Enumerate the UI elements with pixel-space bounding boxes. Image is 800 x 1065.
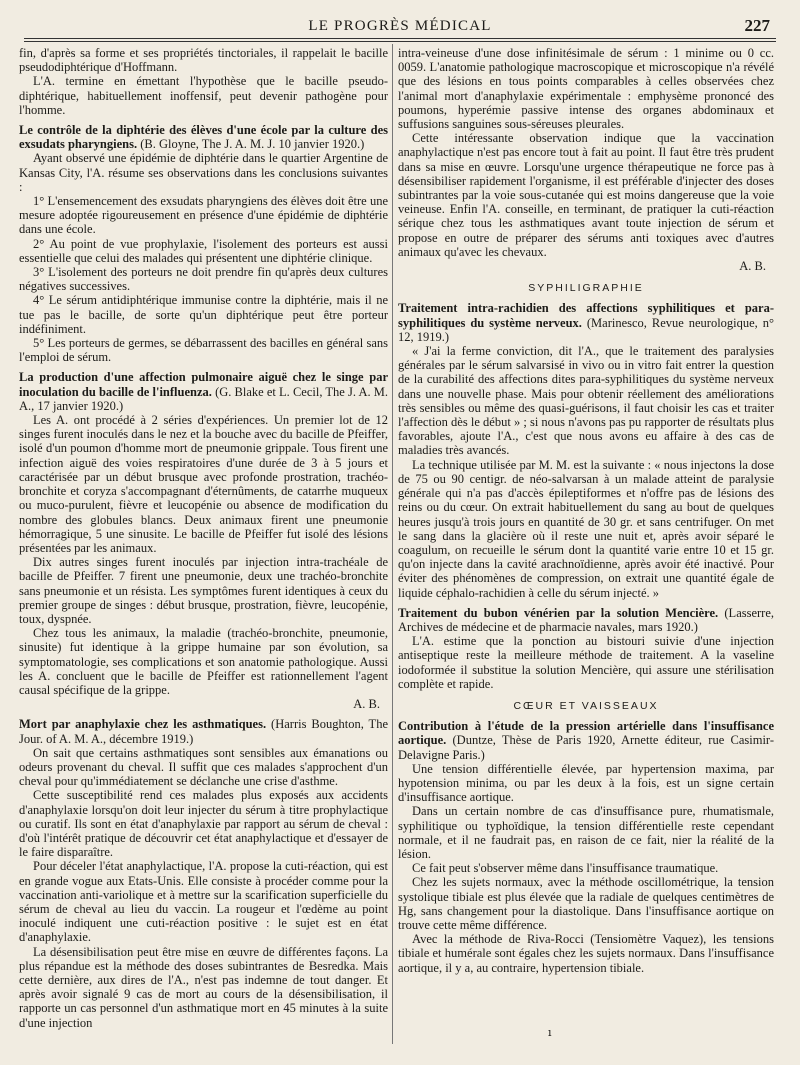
paragraph: 4° Le sérum antidiphtérique immunise contre la diphtérie, mais il ne tue pas le bacille, de sorte qu'un diphtérique peut être porteur indéfiniment.	[19, 293, 388, 336]
article-heading	[19, 370, 388, 413]
paragraph: Dix autres singes furent inoculés par injection intra-trachéale de bacille de Pfeiffer. 7 firent une pneumonie, deux une trachéo-bronchite sans pneumonie et un résista. Les symptômes furent identiques à ceux du premier groupe de singes : début brusque, prostration, fièvre, leucopénie, toux, dyspnée.	[19, 555, 388, 626]
paragraph: Dans un certain nombre de cas d'insuffisance pure, rhumatismale, syphilitique ou typhoïdique, la tension différentielle reste cependant normale, et il ne faudrait pas, en raison de ce fait, nier la réalité de la lésion.	[398, 804, 774, 861]
left-column	[19, 46, 388, 1051]
article-heading	[398, 719, 774, 762]
journal-title: LE PROGRÈS MÉDICAL	[308, 18, 492, 34]
header-rule	[24, 38, 776, 42]
paragraph: La désensibilisation peut être mise en œuvre de différentes façons. La plus répandue est la méthode des doses subintrantes de Besredka. Mais cette dernière, aux dires de l'A., n'est pas indemne de tout danger. Et après avoir signalé 9 cas de mort au cours de la désensibilisation, il rapporte un cas personnel d'un asthmatique mort en 45 minutes à la suite d'une injection	[19, 944, 388, 1030]
paragraph: 5° Les porteurs de germes, se débarrassent des bacilles en général sans l'emploi de sérum.	[19, 336, 388, 365]
paragraph: « J'ai la ferme conviction, dit l'A., que le traitement des paralysies générales par le sérum salvarsisé in vivo ou in vitro fait entrer la question de la curabilité des affections dites para-syphilitiques du système nerveux dans une nouvelle phase. Mais pour obtenir réellement des améliorations très sensibles ou même des quasi-guérisons, il faut choisir les cas et traiter l'affection dès le début » ; si nous n'avons pas pu rapporter de résultats plus favorables, ajoute l'A., c'est que nous avons eu affaire à des cas de maladies très avancés.	[398, 344, 774, 458]
page-number: 227	[744, 16, 770, 35]
footer-mark: ı	[548, 1026, 552, 1039]
article-source: (Duntze, Thèse de Paris 1920, Arnette éditeur, rue Casimir-Delavigne Paris.)	[398, 733, 774, 762]
paragraph: L'A. estime que la ponction au bistouri suivie d'une injection antiseptique reste la meilleure méthode de traitement. A la vaseline iodoformée il substitue la solution Mencière, qui assure une stérilisation complète et rapide.	[398, 634, 774, 691]
author-initials: A. B.	[739, 259, 766, 274]
column-divider	[392, 44, 393, 1044]
paragraph: La technique utilisée par M. M. est la suivante : « nous injectons la dose de 75 ou 90 centigr. de néo-salvarsan à un malade atteint de paralysie générale qui n'a pas d'accès épileptiformes et n'offre pas de lésions des reins ou du cœur. On extrait habituellement du sang au bout de quelques heures jusqu'à trois jours en quantité de 30 gr. et sans centrifuger. On met le sang dans la glacière où il reste une nuit et, après avoir séparé le coagulum, on recueille le sérum dont la quantité varie entre 10 et 15 gr. qu'on injecte dans la cavité arachnoïdienne, après avoir été inactivé. Pour éviter des phénomènes de compression, on extrait une quantité égale de liquide céphalo-rachidien à celle du sérum injecté. »	[398, 457, 774, 600]
article-source: (B. Gloyne, The J. A. M. J. 10 janvier 1920.)	[140, 137, 365, 152]
article-source: (Lasserre, Archives de médecine et de pharmacie navales, mars 1920.)	[398, 605, 774, 634]
right-column	[398, 46, 774, 1051]
article-title: Traitement intra-rachidien des affections syphilitiques et para-syphilitiques du système nerveux.	[398, 301, 774, 330]
paragraph: fin, d'après sa forme et ses propriétés tinctoriales, il rappelait le bacille pseudodiphtérique d'Hoffmann.	[19, 46, 388, 75]
article-source: (Harris Boughton, The Jour. of A. M. A., décembre 1919.)	[19, 717, 388, 746]
paragraph: 2° Au point de vue prophylaxie, l'isolement des porteurs est aussi essentielle que celui des malades qui présentent une diphtérie clinique.	[19, 236, 388, 265]
paragraph: Chez tous les animaux, la maladie (trachéo-bronchite, pneumonie, sinusite) fut identique à la grippe humaine par son évolution, sa symptomatologie, ses complications et son anatomie pathologique. Aussi les A. concluent que le bacille de Pfeiffer est rationnellement l'agent causal spécifique de la grippe.	[19, 626, 388, 697]
paragraph: 3° L'isolement des porteurs ne doit prendre fin qu'après deux cultures négatives successives.	[19, 265, 388, 294]
article-title: Contribution à l'étude de la pression artérielle dans l'insuffisance aortique.	[398, 719, 774, 748]
paragraph: Pour déceler l'état anaphylactique, l'A. propose la cuti-réaction, qui est en grande vogue aux Etats-Unis. Elle consiste à procéder comme pour la vaccination anti-variolique et à mettre sur la scarification superficielle du sérum de cheval au lieu du vaccin. La rougeur et l'œdème au point inoculé indiquent une cuti-réaction positive : le sujet est en état d'anaphylaxie.	[19, 859, 388, 945]
page-header	[0, 14, 800, 38]
article-title: Mort par anaphylaxie chez les asthmatiques.	[19, 717, 267, 732]
paragraph: Une tension différentielle élevée, par hypertension maxima, par hypotension minima, ou par les deux à la fois, est un signe certain d'insuffisance aortique.	[398, 761, 774, 805]
article-source: (Marinesco, Revue neurologique, n° 12, 1919.)	[398, 315, 774, 344]
article-title: Traitement du bubon vénérien par la solution Mencière.	[398, 605, 719, 620]
author-initials: A. B.	[353, 697, 380, 712]
paragraph: Ce fait peut s'observer même dans l'insuffisance traumatique.	[412, 861, 719, 876]
article-heading	[398, 606, 774, 634]
article-title: La production d'une affection pulmonaire aiguë chez le singe par inoculation du bacille de l'influenza.	[19, 370, 388, 399]
article-heading	[398, 301, 774, 344]
article-heading	[19, 717, 388, 745]
paragraph: Cette intéressante observation indique que la vaccination anaphylactique n'est pas encore tout à fait au point. Il faut être très prudent dans sa mise en œuvre. Lorsqu'une urgence thérapeutique ne force pas à désensibiliser rapidement l'organisme, il est préférable d'injecter des doses subintrantes par la voie sous-cutanée qui est moins dangereuse que la voie veineuse. Enfin l'A. conseille, en terminant, de pratiquer la cuti-réaction sérique chez tous les asthmatiques avant toute injection de sérum et propose en outre de préparer des sérums anti toxiques avec d'autres animaux qu'avec les chevaux.	[398, 131, 774, 259]
section-heading: CŒUR ET VAISSEAUX	[513, 699, 659, 712]
article-heading	[19, 123, 388, 151]
article-title: Le contrôle de la diphtérie des élèves d'une école par la culture des exsudats pharyngiens.	[19, 123, 388, 152]
paragraph: intra-veineuse d'une dose infinitésimale de sérum : 1 minime ou 0 cc. 0059. L'anatomie pathologique macroscopique et microscopique n'a révélé que des lésions en tous points comparables à celles observées chez l'animal mort d'anaphylaxie expérimentale : emphysème prononcé des poumons, hyperémie passive intense des organes abdominaux et suffusions sanguines sous-séreuses pleurales.	[398, 46, 774, 132]
paragraph: 1° L'ensemencement des exsudats pharyngiens des élèves doit être une mesure adoptée rigoureusement en présence d'une épidémie de diphtérie dans une école.	[19, 194, 388, 237]
paragraph: Chez les sujets normaux, avec la méthode oscillométrique, la tension systolique tibiale est plus élevée que la radiale de quelques centimètres de Hg, sans changement pour la diastolique. Dans l'insuffisance aortique on trouve cette même différence.	[398, 875, 774, 932]
paragraph: On sait que certains asthmatiques sont sensibles aux émanations ou odeurs provenant du cheval. Il suffit que ces malades s'approchent d'un cheval pour qu'immédiatement se déclanche une crise d'asthme.	[19, 745, 388, 789]
paragraph: Ayant observé une épidémie de diphtérie dans le quartier Argentine de Kansas City, l'A. résume ses observations dans les conclusions suivantes :	[19, 151, 388, 194]
paragraph: Les A. ont procédé à 2 séries d'expériences. Un premier lot de 12 singes furent inoculés dans le nez et la bouche avec du bacille de Pfeiffer, isolé d'un poumon d'homme mort de pneumonie grippale. Tous firent une infection aiguë des voies respiratoires d'une durée de 3 à 5 jours et caractérisée par un début brusque avec profonde prostration, trachéo-bronchite et coryza s'accompagnant d'éternûments, de catarrhe muqueux ou muco-purulent, fièvre et leucopénie ou absence de modification du nombre des globules blancs. Deux animaux firent une pneumonie hémorragique, 5 une sinusite. Le bacille de Pfeiffer fut isolé des lésions présentées par les animaux.	[19, 413, 388, 555]
article-source: (G. Blake et L. Cecil, The J. A. M. A., 17 janvier 1920.)	[19, 384, 388, 413]
paragraph: Cette susceptibilité rend ces malades plus exposés aux accidents d'anaphylaxie lorsqu'on doit leur injecter du sérum à titre prophylactique ou curatif. Ils sont en état d'anaphylaxie par rapport au sérum de cheval : d'où l'intérêt pratique de découvrir cet état anaphylactique et d'essayer de le faire disparaître.	[19, 788, 388, 860]
paragraph: Avec la méthode de Riva-Rocci (Tensiomètre Vaquez), les tensions tibiale et humérale sont égales chez les sujets normaux. Dans l'insuffisance aortique, il y a, au contraire, hypertension tibiale.	[398, 932, 774, 975]
paragraph: L'A. termine en émettant l'hypothèse que le bacille pseudo-diphtérique, habituellement inoffensif, peut devenir pathogène pour l'homme.	[19, 74, 388, 117]
section-heading: SYPHILIGRAPHIE	[528, 282, 644, 295]
